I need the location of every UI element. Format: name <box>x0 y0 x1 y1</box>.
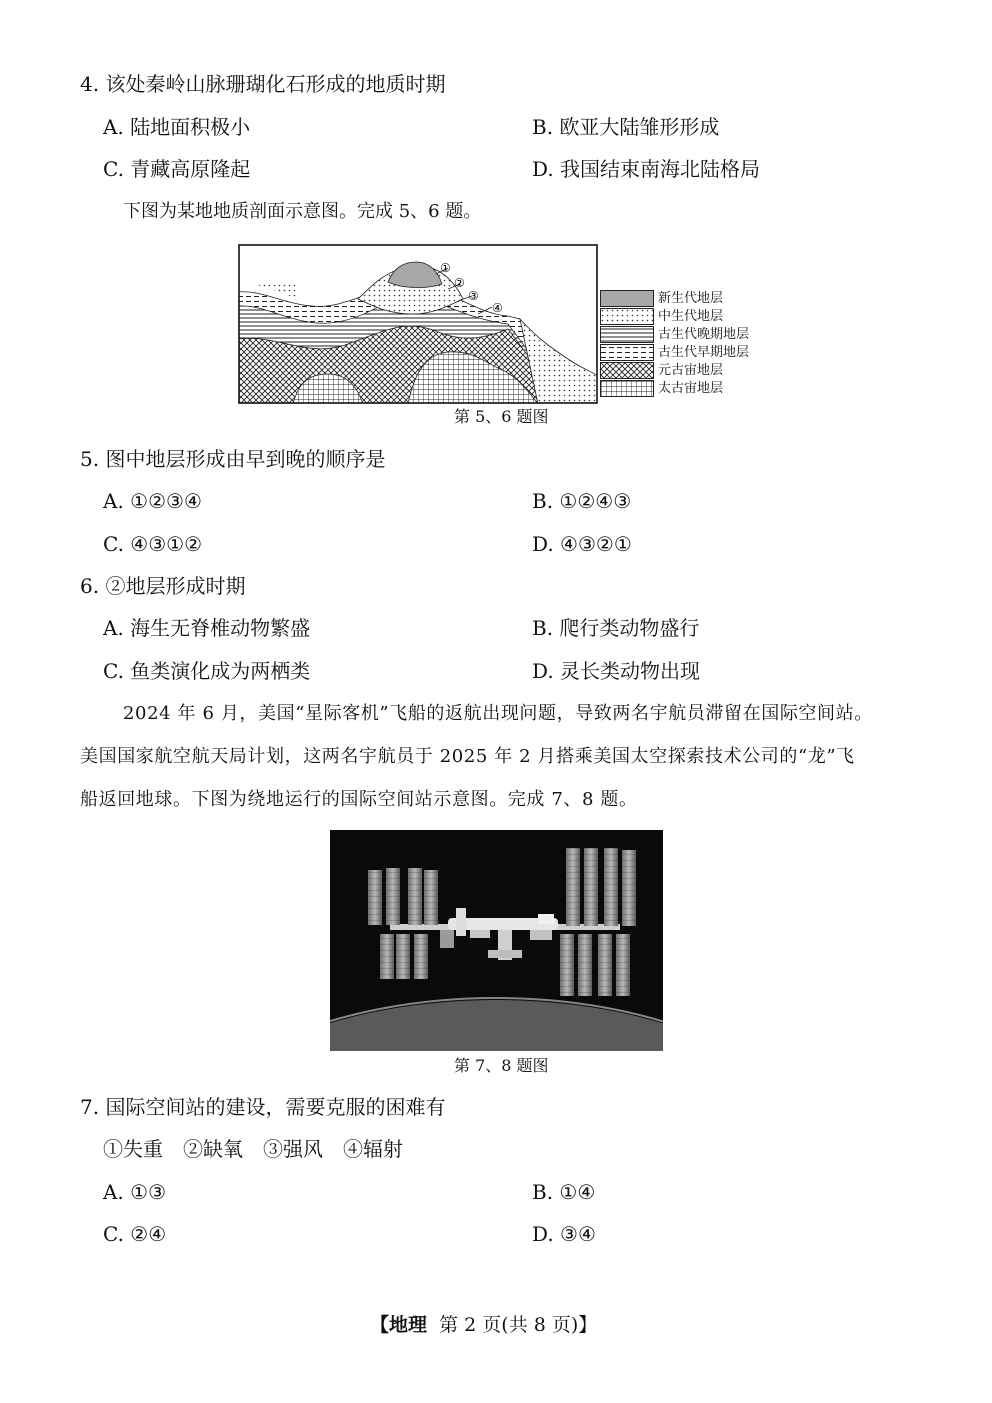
legend-swatch-mesozoic <box>600 308 654 325</box>
passage-line-3: 船返回地球。下图为绕地运行的国际空间站示意图。完成 7、8 题。 <box>80 789 638 810</box>
legend-mesozoic <box>600 308 760 325</box>
marker-2: ② <box>454 276 465 290</box>
q6-stem: 6. ②地层形成时期 <box>80 574 246 598</box>
passage-line-2: 美国国家航空航天局计划，这两名宇航员于 2025 年 2 月搭乘美国太空探索技术公司的“龙”飞 <box>80 746 855 767</box>
legend-label-early-paleozoic: 古生代早期地层 <box>658 345 750 360</box>
legend-label-mesozoic: 中生代地层 <box>658 309 724 324</box>
q5-option-d: D. ④③②① <box>532 532 632 556</box>
q7-option-c: C. ②④ <box>103 1222 167 1246</box>
intro-5-6: 下图为某地地质剖面示意图。完成 5、6 题。 <box>123 201 482 222</box>
legend-archean <box>600 380 760 397</box>
marker-3: ③ <box>468 289 479 303</box>
q5-option-b: B. ①②④③ <box>532 489 632 513</box>
q5-option-c: C. ④③①② <box>103 532 203 556</box>
q4-stem: 4. 该处秦岭山脉珊瑚化石形成的地质时期 <box>80 72 446 96</box>
footer-subject: 【地理 <box>370 1314 428 1336</box>
legend-label-cenozoic: 新生代地层 <box>658 291 724 306</box>
legend-late-paleozoic <box>600 326 760 343</box>
q7-option-b: B. ①④ <box>532 1180 596 1204</box>
q4-option-a: A. 陆地面积极小 <box>103 115 251 139</box>
legend-swatch-archean <box>600 380 654 397</box>
q7-option-d: D. ③④ <box>532 1222 596 1246</box>
legend-swatch-late-paleozoic <box>600 326 654 343</box>
footer-page: 第 2 页(共 8 页)】 <box>439 1314 598 1336</box>
q7-statements: ①失重 ②缺氧 ③强风 ④辐射 <box>103 1137 403 1161</box>
legend-label-late-paleozoic: 古生代晚期地层 <box>658 327 750 342</box>
marker-4: ④ <box>492 301 503 315</box>
marker-1: ① <box>440 261 451 275</box>
q4-option-c: C. 青藏高原隆起 <box>103 157 251 181</box>
q6-option-d: D. 灵长类动物出现 <box>532 659 701 683</box>
iss-photo <box>330 830 663 1051</box>
figure-5-6-caption: 第 5、6 题图 <box>454 407 549 426</box>
legend-label-proterozoic: 元古宙地层 <box>658 363 724 378</box>
q4-option-b: B. 欧亚大陆雏形形成 <box>532 115 720 139</box>
legend-cenozoic <box>600 290 760 307</box>
q6-option-c: C. 鱼类演化成为两栖类 <box>103 659 311 683</box>
q4-option-d: D. 我国结束南海北陆格局 <box>532 157 761 181</box>
legend-swatch-early-paleozoic <box>600 344 654 361</box>
legend-early-paleozoic <box>600 344 760 361</box>
legend-swatch-proterozoic <box>600 362 654 379</box>
strata-legend <box>600 290 760 402</box>
q5-stem: 5. 图中地层形成由早到晚的顺序是 <box>80 447 386 471</box>
page-footer <box>370 1313 597 1337</box>
legend-swatch-cenozoic <box>600 290 654 307</box>
passage-line-1: 2024 年 6 月，美国“星际客机”飞船的返航出现问题，导致两名宇航员滞留在国际空间站。 <box>123 703 873 724</box>
q7-option-a: A. ①③ <box>103 1180 167 1204</box>
q6-option-a: A. 海生无脊椎动物繁盛 <box>103 616 311 640</box>
legend-proterozoic <box>600 362 760 379</box>
geologic-cross-section <box>238 244 598 404</box>
q5-option-a: A. ①②③④ <box>103 489 202 513</box>
legend-label-archean: 太古宙地层 <box>658 381 724 396</box>
figure-7-8-caption: 第 7、8 题图 <box>454 1056 549 1075</box>
q6-option-b: B. 爬行类动物盛行 <box>532 616 700 640</box>
q7-stem: 7. 国际空间站的建设，需要克服的困难有 <box>80 1095 446 1119</box>
